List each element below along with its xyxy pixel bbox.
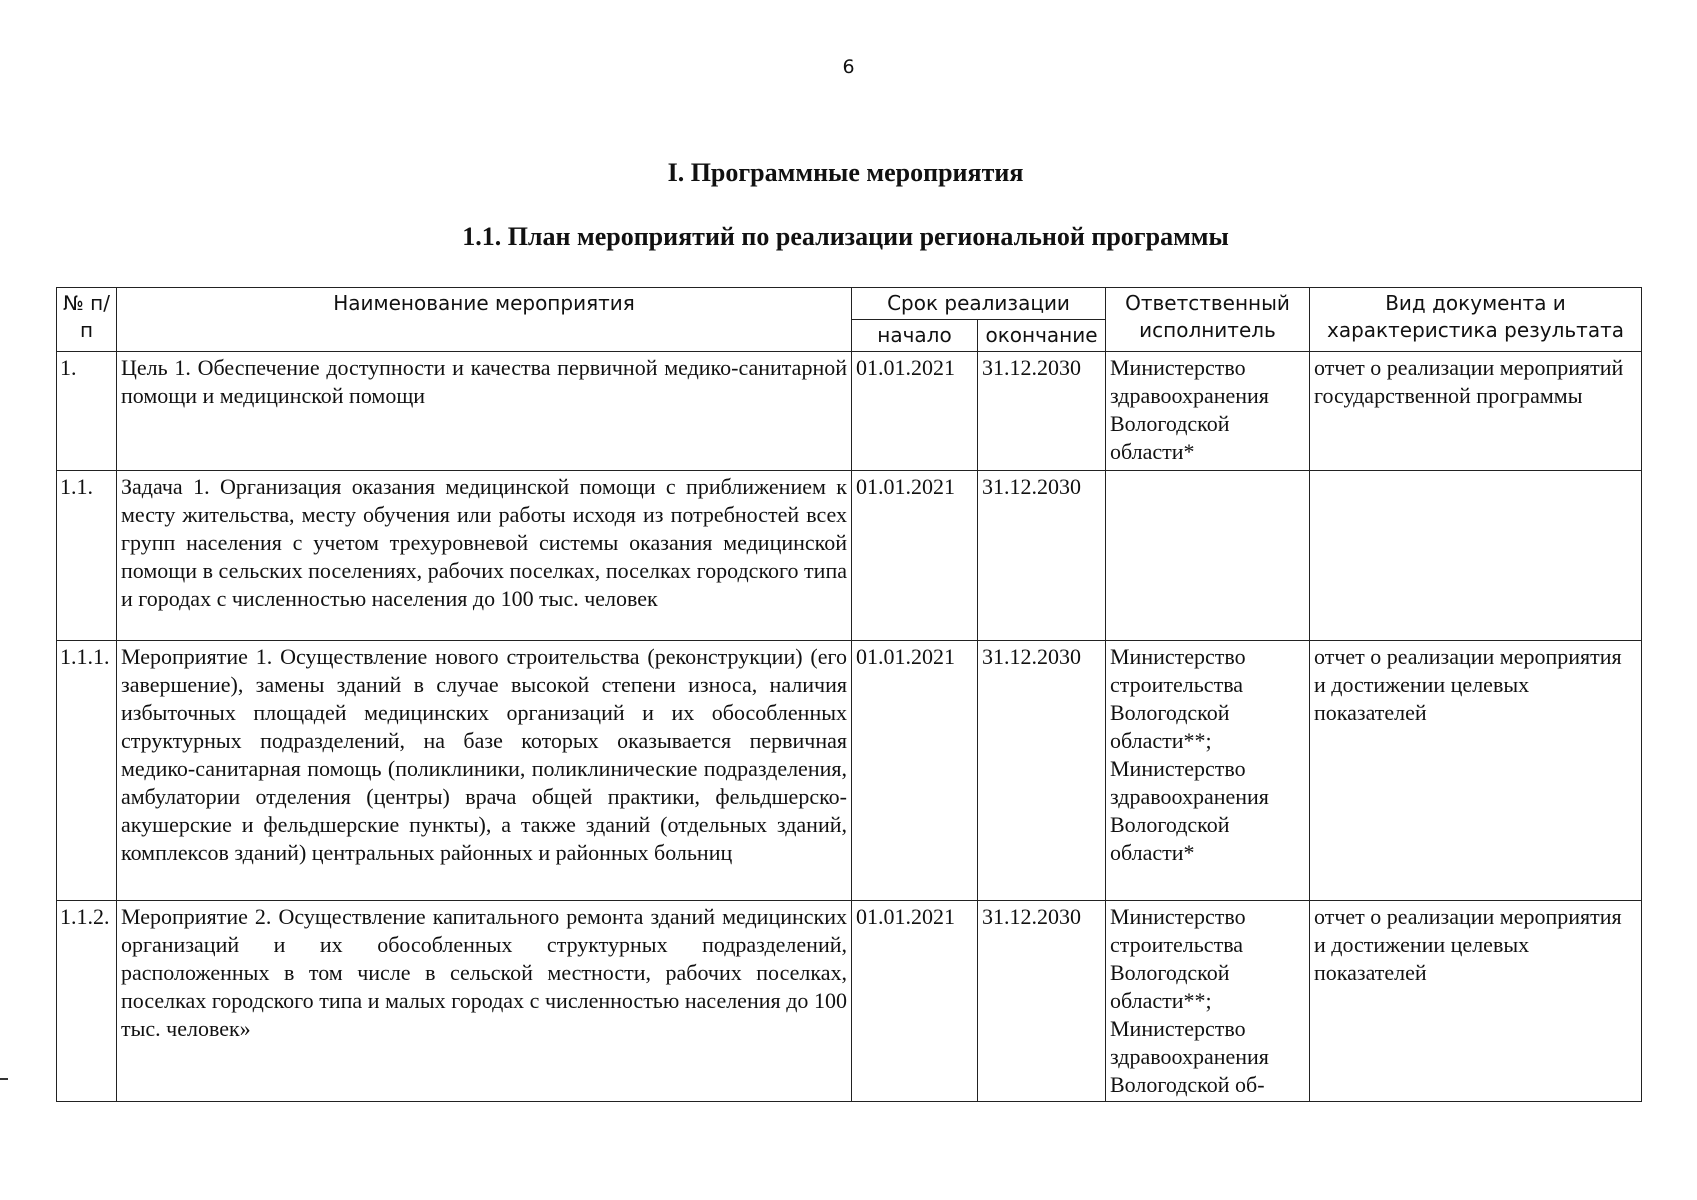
section-title: I. Программные мероприятия <box>667 158 1024 187</box>
row-number: 1.1. <box>57 471 117 641</box>
header-responsible: Ответственный исполнитель <box>1106 288 1310 352</box>
row-result: отчет о реализации мероприятий государственной программы <box>1310 352 1642 471</box>
header-end: окончание <box>978 320 1106 352</box>
subsection-title: 1.1. План мероприятий по реализации региональной программы <box>462 222 1229 251</box>
page-number: 6 <box>842 56 855 78</box>
header-result: Вид документа и характеристика результата <box>1310 288 1642 352</box>
table-header <box>57 288 1642 352</box>
row-end: 31.12.2030 <box>978 471 1106 641</box>
row-start: 01.01.2021 <box>852 352 978 471</box>
row-number: 1.1.2. <box>57 901 117 1102</box>
row-responsible <box>1106 471 1310 641</box>
scan-margin-mark <box>0 1078 8 1080</box>
row-responsible: Министерство строительства Вологодской области**; Министерство здравоохранения Вологодской области* <box>1106 641 1310 901</box>
table-row <box>57 471 1642 641</box>
row-name: Задача 1. Организация оказания медицинской помощи с приближением к месту жительства, месту обучения или работы исходя из потребностей всех групп населения с учетом трехуровневой системы оказания медицинской помощи в сельских поселениях, рабочих поселках, поселках городского типа и городах с численностью населения до 100 тыс. человек <box>117 471 852 641</box>
table-row <box>57 901 1642 1102</box>
row-start: 01.01.2021 <box>852 641 978 901</box>
row-name: Мероприятие 2. Осуществление капитального ремонта зданий медицинских организаций и их обособленных структурных подразделений, расположенных в том числе в сельской местности, рабочих поселках, поселках городского типа и малых городах с численностью населения до 100 тыс. человек» <box>117 901 852 1102</box>
row-responsible: Министерство строительства Вологодской области**; Министерство здравоохранения Вологодской об- <box>1106 901 1310 1102</box>
row-responsible: Министерство здравоохранения Вологодской области* <box>1106 352 1310 471</box>
row-start: 01.01.2021 <box>852 471 978 641</box>
row-end: 31.12.2030 <box>978 901 1106 1102</box>
row-start: 01.01.2021 <box>852 901 978 1102</box>
row-end: 31.12.2030 <box>978 352 1106 471</box>
row-number: 1.1.1. <box>57 641 117 901</box>
header-name: Наименование мероприятия <box>117 288 852 352</box>
row-end: 31.12.2030 <box>978 641 1106 901</box>
table-row <box>57 352 1642 471</box>
header-number: № п/п <box>57 288 117 352</box>
row-number: 1. <box>57 352 117 471</box>
header-period: Срок реализации <box>852 288 1106 320</box>
table-row <box>57 641 1642 901</box>
row-result: отчет о реализации мероприятия и достижении целевых показателей <box>1310 901 1642 1102</box>
header-start: начало <box>852 320 978 352</box>
row-name: Цель 1. Обеспечение доступности и качества первичной медико-санитарной помощи и медицинской помощи <box>117 352 852 471</box>
row-result: отчет о реализации мероприятия и достижении целевых показателей <box>1310 641 1642 901</box>
row-result <box>1310 471 1642 641</box>
row-name: Мероприятие 1. Осуществление нового строительства (реконструкции) (его завершение), замены зданий в случае высокой степени износа, наличия избыточных площадей медицинских организаций и их обособленных структурных подразделений, на базе которых оказывается первичная медико-санитарная помощь (поликлиники, поликлинические подразделения, амбулатории отделения (центры) врача общей практики, фельдшерско-акушерские и фельдшерские пункты), а также зданий (отдельных зданий, комплексов зданий) центральных районных и районных больниц <box>117 641 852 901</box>
measures-table <box>56 287 1642 1102</box>
